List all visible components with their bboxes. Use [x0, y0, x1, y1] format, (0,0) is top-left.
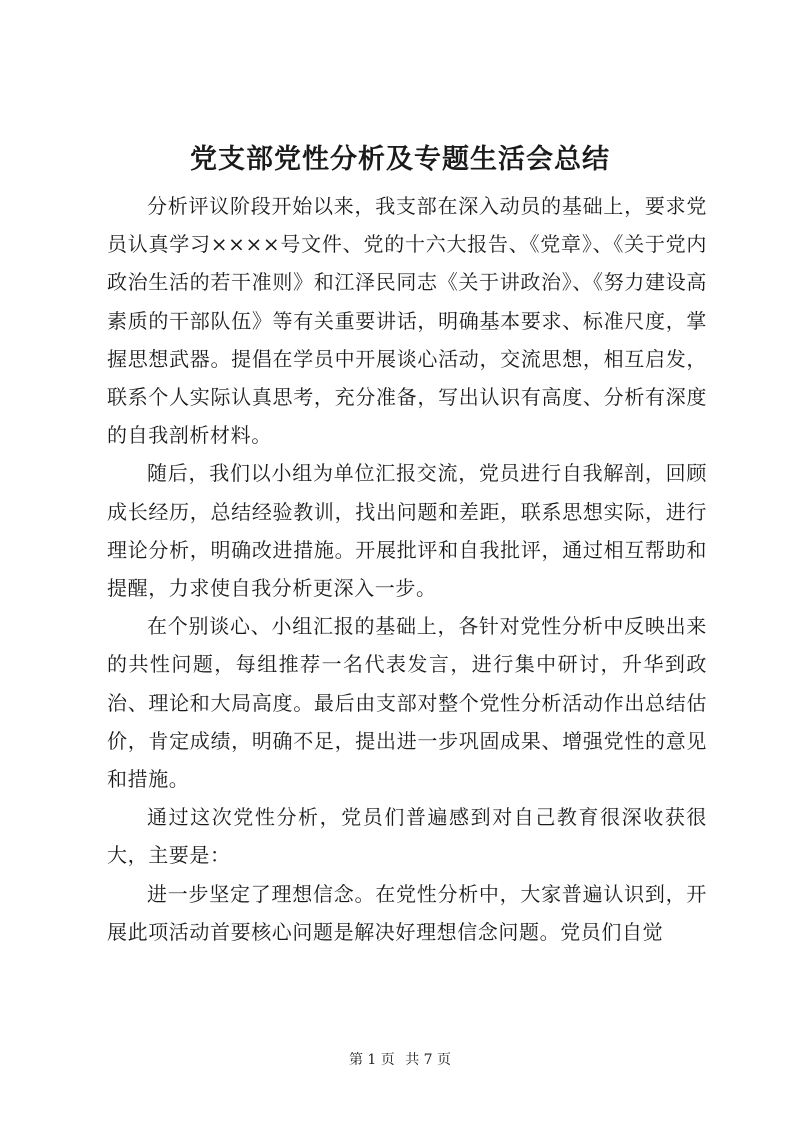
paragraph-3: 在个别谈心、小组汇报的基础上，各针对党性分析中反映出来的共性问题，每组推荐一名代表发言，进行集中研讨，升华到政治、理论和大局高度。最后由支部对整个党性分析活动作出总结估价，肯定成绩，明确不足，提出进一步巩固成果、增强党性的意见和措施。 — [107, 614, 707, 792]
document-body — [107, 187, 707, 951]
paragraph-4: 通过这次党性分析，党员们普遍感到对自己教育很深收获很大，主要是： — [107, 805, 707, 868]
document-title: 党支部党性分析及专题生活会总结 — [190, 144, 610, 175]
page-number: 第 1 页 — [348, 1052, 395, 1068]
page-total: 共 7 页 — [405, 1052, 452, 1068]
paragraph-1: 分析评议阶段开始以来，我支部在深入动员的基础上，要求党员认真学习××××号文件、党的十六大报告、《党章》、《关于党内政治生活的若干准则》和江泽民同志《关于讲政治》、《努力建设高素质的干部队伍》等有关重要讲话，明确基本要求、标准尺度，掌握思想武器。提倡在学员中开展谈心活动，交流思想，相互启发，联系个人实际认真思考，充分准备，写出认识有高度、分析有深度的自我剖析材料。 — [107, 194, 707, 448]
page-footer — [0, 1050, 800, 1070]
paragraph-5: 进一步坚定了理想信念。在党性分析中，大家普遍认识到，开展此项活动首要核心问题是解决好理想信念问题。党员们自觉 — [107, 881, 707, 944]
paragraph-2: 随后，我们以小组为单位汇报交流，党员进行自我解剖，回顾成长经历，总结经验教训，找出问题和差距，联系思想实际，进行理论分析，明确改进措施。开展批评和自我批评，通过相互帮助和提醒，力求使自我分析更深入一步。 — [107, 461, 707, 601]
